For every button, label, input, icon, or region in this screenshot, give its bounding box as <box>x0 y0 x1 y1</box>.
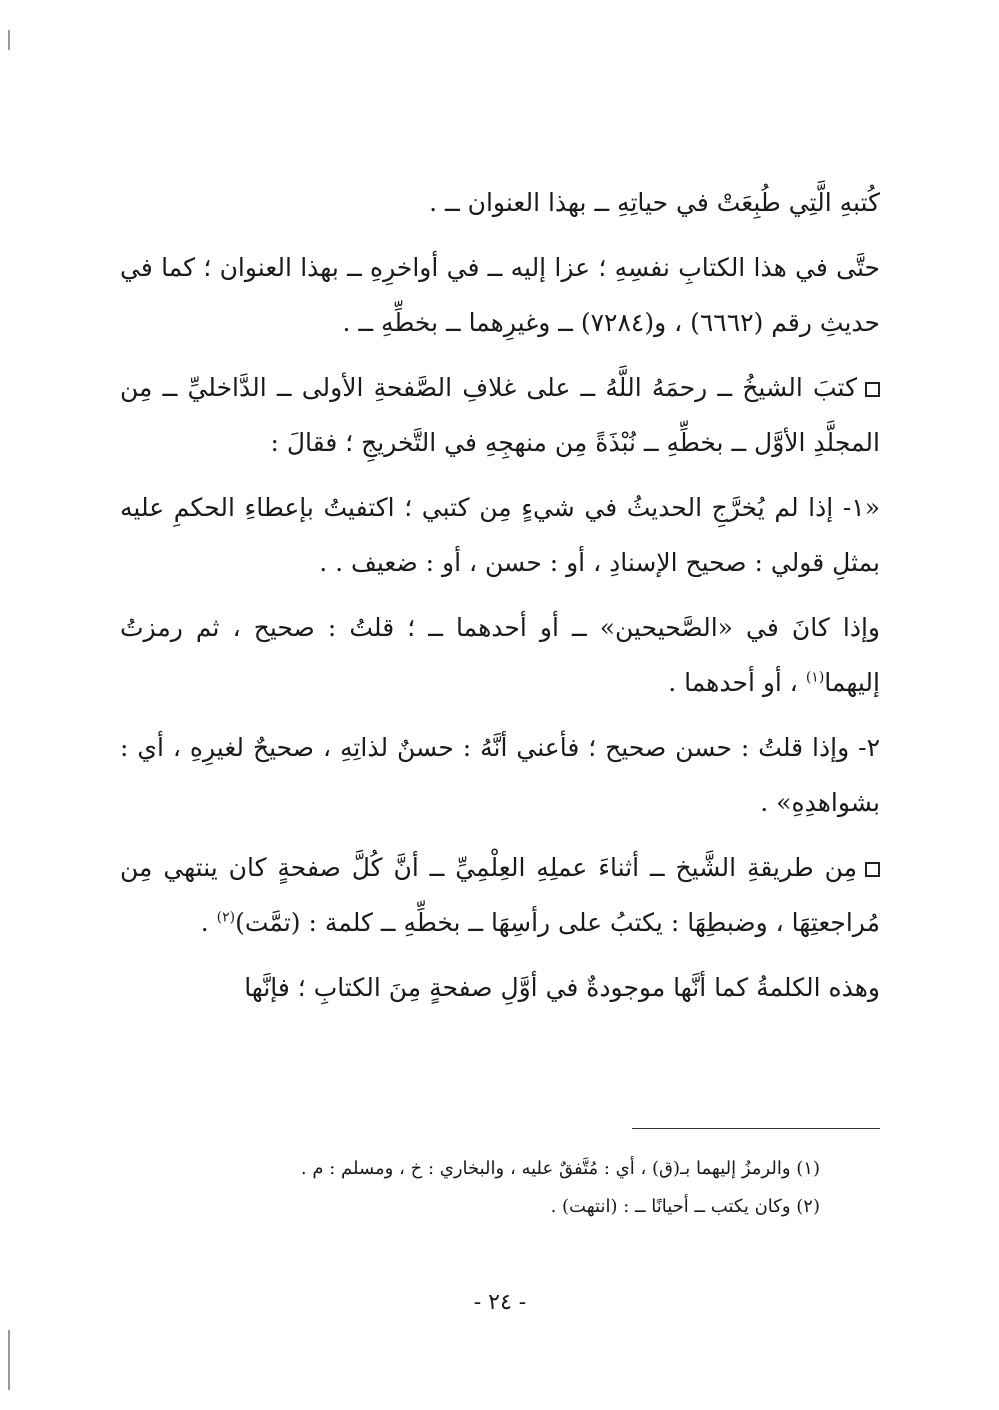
scan-margin-mark <box>8 1330 10 1390</box>
paragraph <box>120 480 880 590</box>
paragraph <box>120 175 880 230</box>
paragraph <box>120 720 880 830</box>
paragraph-text: ، أو أحدهما . <box>668 668 798 697</box>
footnote-ref[interactable]: (٢) <box>216 909 236 926</box>
paragraph <box>120 600 880 710</box>
paragraph-text: «١- إذا لم يُخرَّجِ الحديثُ في شيءٍ مِن كتبي ؛ اكتفيتُ بإعطاءِ الحكمِ عليه بمثلِ قولي : صحيح الإسنادِ ، أو : حسن ، أو : ضعيف . . <box>120 493 880 577</box>
footnote: (٢) وكان يكتب ــ أحيانًا ــ : (انتهت) . <box>550 1196 820 1217</box>
footnote-ref[interactable]: (١) <box>805 669 825 686</box>
paragraph-text: كُتبهِ الَّتِي طُبِعَتْ في حياتِهِ ــ بهذا العنوان ــ . <box>429 188 880 217</box>
scan-margin-mark <box>8 30 10 50</box>
paragraph-text: كتبَ الشيخُ ــ رحمَهُ اللَّهُ ــ على غلافِ الصَّفحةِ الأولى ــ الدَّاخليِّ ــ مِن المجلَّدِ الأوَّل ــ بخطِّهِ ــ نُبْذَةً مِن منهجِهِ في التَّخريجِ ؛ فقالَ : <box>120 373 880 457</box>
paragraph-text: مِن طريقةِ الشَّيخ ــ أثناءَ عملِهِ العِلْمِيِّ ــ أنَّ كُلَّ صفحةٍ كان ينتهي مِن مُراجعتِهَا ، وضبطِهَا : يكتبُ على رأسِهَا ــ بخطِّهِ ــ كلمة : (تمَّت) <box>120 853 880 937</box>
page-number: - ٢٤ - <box>473 1290 527 1315</box>
square-bullet-icon <box>865 382 880 397</box>
square-bullet-icon <box>865 862 880 877</box>
paragraph-text: وهذه الكلمةُ كما أنَّها موجودةٌ في أوَّلِ صفحةٍ مِنَ الكتابِ ؛ فإنَّها <box>244 973 880 1002</box>
footnote: (١) والرمزُ إليهما بـ(ق) ، أي : مُتَّفقٌ عليه ، والبخاري : خ ، ومسلم : م . <box>300 1158 820 1179</box>
paragraph <box>120 360 880 470</box>
paragraph-text: وإذا كانَ في «الصَّحيحين» ــ أو أحدهما ــ ؛ قلتُ : صحيح ، ثم رمزتُ إليهما <box>120 613 880 697</box>
paragraph-text: ٢- وإذا قلتُ : حسن صحيح ؛ فأعني أنَّهُ : حسنٌ لذاتِهِ ، صحيحٌ لغيرِهِ ، أي : بشواهدِهِ» . <box>120 733 880 817</box>
footnote-divider <box>632 1128 880 1129</box>
paragraph <box>120 840 880 950</box>
footnotes <box>230 1150 820 1226</box>
paragraph-text: حتَّى في هذا الكتابِ نفسِهِ ؛ عزا إليه ــ في أواخرِهِ ــ بهذا العنوان ؛ كما في حديثِ رقم (٦٦٦٢) ، و(٧٢٨٤) ــ وغيرِهما ــ بخطِّهِ ــ . <box>120 253 880 337</box>
paragraph <box>120 240 880 350</box>
document-body <box>120 175 880 1015</box>
paragraph-text: . <box>200 908 209 937</box>
paragraph <box>120 960 880 1015</box>
